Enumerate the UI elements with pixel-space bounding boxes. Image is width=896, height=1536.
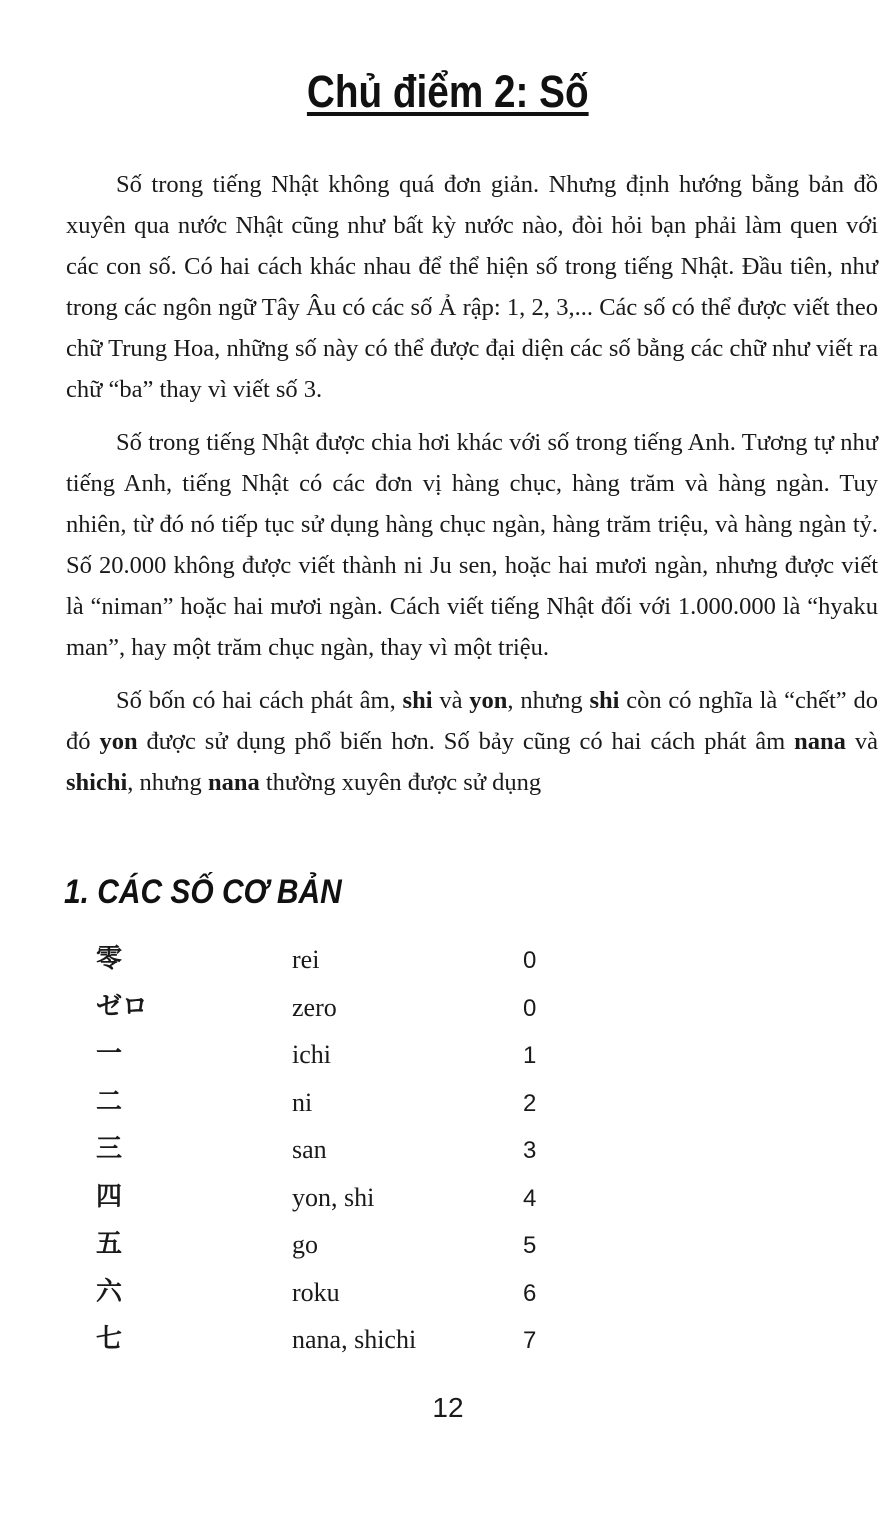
digit: 7: [523, 1327, 537, 1354]
number-row: [96, 1174, 596, 1222]
digit: 4: [523, 1184, 537, 1212]
chapter-title-text: Chủ điểm 2: Số: [307, 66, 589, 117]
bold-term: nana: [794, 728, 846, 755]
kanji: 六: [96, 1276, 123, 1307]
number-row: [96, 1316, 596, 1364]
digit: 0: [523, 947, 537, 974]
bold-term: shi: [589, 687, 620, 714]
kanji: ゼロ: [96, 991, 149, 1022]
number-row: [96, 1269, 596, 1317]
number-row: [96, 1079, 596, 1127]
section-heading: 1. CÁC SỐ CƠ BẢN: [64, 873, 342, 911]
romaji: nana, shichi: [292, 1325, 417, 1354]
kanji: 零: [96, 944, 123, 974]
romaji: go: [292, 1230, 318, 1259]
numbers-table: [96, 936, 596, 1364]
chapter-title: [0, 66, 896, 118]
text-run: thường xuyên được sử dụng: [259, 769, 542, 796]
paragraph-pronunciation: [66, 680, 878, 803]
digit: 6: [523, 1279, 537, 1307]
digit: 5: [523, 1232, 537, 1259]
romaji: zero: [292, 992, 337, 1022]
number-row: [96, 1126, 596, 1174]
text-run: , nhưng: [127, 769, 208, 796]
text-run: được sử dụng phổ biến hơn. Số bảy cũng có hai cách phát âm: [137, 728, 795, 755]
romaji: ni: [292, 1087, 313, 1117]
romaji: yon, shi: [292, 1182, 375, 1212]
bold-term: yon: [99, 728, 138, 755]
number-row: [96, 1221, 596, 1269]
bold-term: nana: [207, 769, 260, 796]
text-run: và: [432, 687, 470, 714]
page-number: 12: [432, 1392, 464, 1423]
text-run: còn có nghĩa là “chết” do đó: [66, 687, 879, 755]
romaji: rei: [292, 945, 320, 974]
paragraph-number-units: Số trong tiếng Nhật được chia hơi khác với số trong tiếng Anh. Tương tự như tiếng Anh, tiếng Nhật có các đơn vị hàng chục, hàng trăm và hàng ngàn. Tuy nhiên, từ đó nó tiếp tục sử dụng hàng chục ngàn, hàng trăm triệu, và hàng ngàn tỷ. Số 20.000 không được viết thành ni Ju sen, hoặc hai mươi ngàn, nhưng được viết là “niman” hoặc hai mươi ngàn. Cách viết tiếng Nhật đối với 1.000.000 là “hyaku man”, hay một trăm chục ngàn, thay vì một triệu.: [66, 429, 878, 661]
text-run: và: [845, 728, 878, 755]
bold-term: yon: [469, 687, 508, 714]
kanji: 七: [96, 1324, 123, 1354]
kanji: 一: [96, 1039, 123, 1069]
bold-term: shichi: [66, 769, 128, 796]
kanji: 二: [96, 1086, 123, 1117]
digit: 1: [523, 1042, 537, 1069]
number-row: [96, 984, 596, 1032]
digit: 0: [523, 994, 537, 1022]
kanji: 四: [96, 1181, 123, 1212]
digit: 3: [523, 1137, 537, 1164]
bold-term: shi: [402, 687, 433, 714]
number-row: [96, 1031, 596, 1079]
paragraph-intro: Số trong tiếng Nhật không quá đơn giản. Nhưng định hướng bằng bản đồ xuyên qua nước Nhật cũng như bất kỳ nước nào, đòi hỏi bạn phải làm quen với các con số. Có hai cách khác nhau để thể hiện số trong tiếng Nhật. Đầu tiên, như trong các ngôn ngữ Tây Âu có các số Ả rập: 1, 2, 3,... Các số có thể được viết theo chữ Trung Hoa, những số này có thể được đại diện các số bằng các chữ như viết ra chữ “ba” thay vì viết số 3.: [66, 171, 878, 403]
text-run: Số bốn có hai cách phát âm,: [116, 687, 403, 714]
romaji: san: [292, 1135, 327, 1164]
body-text: [66, 164, 878, 815]
kanji: 三: [96, 1134, 123, 1164]
kanji: 五: [96, 1229, 123, 1259]
text-run: , nhưng: [507, 687, 590, 714]
romaji: roku: [292, 1277, 340, 1307]
digit: 2: [523, 1089, 537, 1117]
romaji: ichi: [292, 1040, 331, 1069]
number-row: [96, 936, 596, 984]
